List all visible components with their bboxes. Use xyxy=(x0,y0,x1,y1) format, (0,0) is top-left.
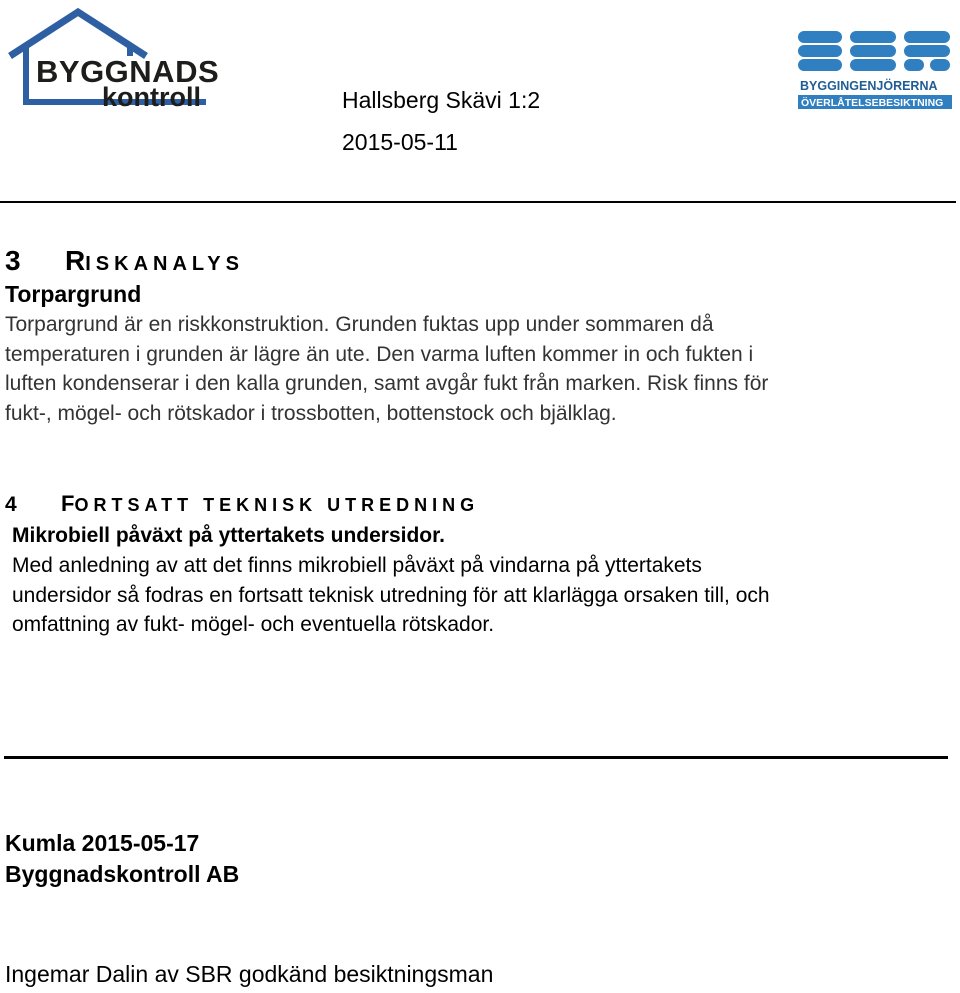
inspector-signature: Ingemar Dalin av SBR godkänd besiktningsman xyxy=(5,961,494,987)
section-title-initial: F xyxy=(61,491,75,516)
body-line: temperaturen i grunden är lägre än ute. Den varma luften kommer in och fukten i xyxy=(5,342,754,366)
section-title-rest: ISKANALYS xyxy=(85,253,244,275)
sbr-line2: ÖVERLÅTELSEBESIKTNING xyxy=(801,97,944,109)
signature-place-date: Kumla 2015-05-17 xyxy=(5,830,200,856)
header-divider xyxy=(0,201,956,203)
signature-line xyxy=(4,756,948,759)
body-line: Torpargrund är en riskkonstruktion. Grunden fuktas upp under sommaren då xyxy=(5,313,714,336)
property-designation: Hallsberg Skävi 1:2 xyxy=(342,87,541,113)
section-3-body xyxy=(5,310,955,428)
section-title-rest: ORTSATT TEKNISK UTREDNING xyxy=(74,495,480,515)
sbr-line1: BYGGINGENJÖRERNA xyxy=(800,79,938,93)
section-title-initial: R xyxy=(65,245,86,276)
section-number: 4 xyxy=(5,493,17,516)
byggnadskontroll-logo xyxy=(6,6,226,114)
section-4-subheading: Mikrobiell påväxt på yttertakets undersidor. xyxy=(12,524,445,547)
body-line: omfattning av fukt- mögel- och eventuella rötskador. xyxy=(12,613,495,636)
body-line: luften kondenserar i den kalla grunden, samt avgår fukt från marken. Risk finns för xyxy=(5,372,769,395)
logo-left-line1: BYGGNADS xyxy=(36,54,220,89)
body-line: Med anledning av att det finns mikrobiell påväxt på vindarna på yttertakets xyxy=(12,554,702,577)
house-roof-logo-icon xyxy=(6,6,226,114)
section-3-subheading: Torpargrund xyxy=(5,281,142,307)
logo-left-line2: kontroll xyxy=(102,82,201,112)
sbr-logo-icon xyxy=(796,28,956,114)
sbr-logo xyxy=(796,28,956,114)
report-date: 2015-05-11 xyxy=(342,129,458,155)
section-number: 3 xyxy=(5,245,21,276)
body-line: fukt-, mögel- och rötskador i trossbotten, bottenstock och bjälklag. xyxy=(5,401,617,425)
body-line: undersidor så fodras en fortsatt teknisk utredning för att klarlägga orsaken till, och xyxy=(12,583,770,607)
section-4-heading xyxy=(5,490,479,519)
section-4-body xyxy=(12,551,957,640)
company-name: Byggnadskontroll AB xyxy=(5,861,240,887)
section-3-heading xyxy=(5,244,244,281)
